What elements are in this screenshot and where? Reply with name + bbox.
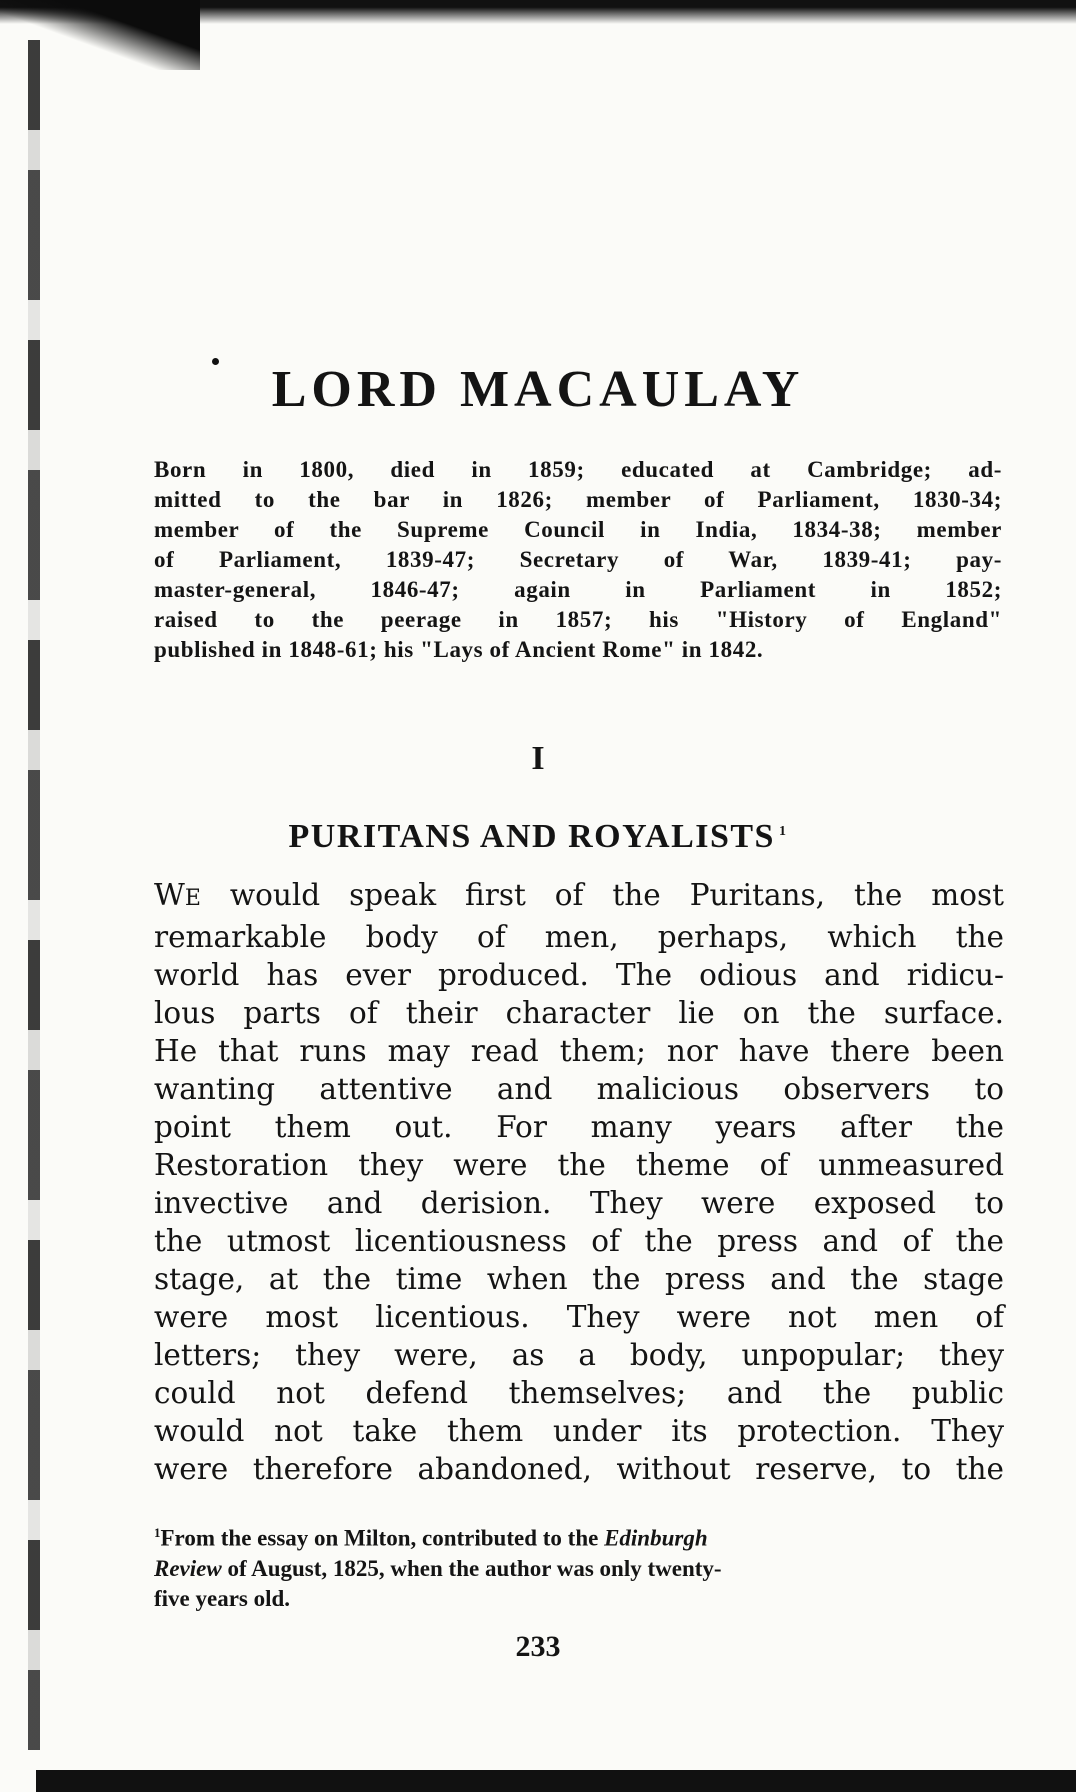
bio-line: of Parliament, 1839-47; Secretary of War, 1839-41; pay- — [154, 547, 1002, 572]
body-line: could not defend themselves; and the public — [154, 1376, 1004, 1410]
body-line: lous parts of their character lie on the surface. — [154, 996, 1004, 1030]
body-line: wanting attentive and malicious observers to — [154, 1072, 1004, 1106]
chapter-number: I — [531, 740, 545, 777]
footnote-italic: Edinburgh — [604, 1525, 708, 1551]
body-line: letters; they were, as a body, unpopular; they — [154, 1338, 1004, 1372]
footnote-italic: Review — [154, 1555, 222, 1581]
body-line: stage, at the time when the press and the stage — [154, 1262, 1004, 1296]
page-number: 233 — [515, 1630, 561, 1663]
body-line: remarkable body of men, perhaps, which the — [154, 920, 1004, 954]
scan-bottom-edge — [36, 1770, 1076, 1792]
body-line: point them out. For many years after the — [154, 1110, 1004, 1144]
chapter-title-text: PURITANS AND ROYALISTS — [288, 818, 775, 855]
bio-line: mitted to the bar in 1826; member of Parliament, 1830-34; — [154, 487, 1002, 512]
body-line-rest: would speak first of the Puritans, the most — [200, 878, 1004, 912]
body-line: invective and derision. They were exposed to — [154, 1186, 1004, 1220]
essay-body — [154, 876, 1004, 1488]
author-title: LORD MACAULAY — [271, 361, 805, 418]
body-line: were therefore abandoned, without reserve, to the — [154, 1452, 1004, 1486]
initial-smallcap: E — [184, 886, 201, 911]
body-line — [154, 876, 1004, 918]
author-biography — [154, 455, 1002, 665]
footnote-line — [154, 1518, 1004, 1554]
body-line: Restoration they were the theme of unmeasured — [154, 1148, 1004, 1182]
footnote-marker: 1 — [154, 1525, 161, 1540]
chapter-title — [0, 818, 1076, 856]
body-line: would not take them under its protection. They — [154, 1414, 1004, 1448]
footnote-text: From the essay on Milton, contributed to the — [160, 1525, 605, 1551]
bio-line: Born in 1800, died in 1859; educated at Cambridge; ad- — [154, 457, 1002, 482]
bio-line: master-general, 1846-47; again in Parliament in 1852; — [154, 577, 1002, 602]
body-line: the utmost licentiousness of the press and of the — [154, 1224, 1004, 1258]
body-line: He that runs may read them; nor have there been — [154, 1034, 1004, 1068]
footnote — [154, 1518, 1004, 1614]
footnote-reference: 1 — [778, 823, 788, 839]
footnote-line — [154, 1554, 1004, 1584]
initial-capital: W — [154, 878, 185, 913]
footnote-line: five years old. — [154, 1585, 291, 1611]
scan-binding-edge — [28, 40, 40, 1750]
footnote-text: of August, 1825, when the author was only twenty- — [221, 1555, 722, 1581]
bio-line: published in 1848-61; his "Lays of Ancient Rome" in 1842. — [154, 637, 764, 662]
bio-line: raised to the peerage in 1857; his "History of England" — [154, 607, 1002, 632]
bio-line: member of the Supreme Council in India, 1834-38; member — [154, 517, 1002, 542]
body-line: world has ever produced. The odious and ridicu- — [154, 958, 1004, 992]
body-line: were most licentious. They were not men of — [154, 1300, 1004, 1334]
